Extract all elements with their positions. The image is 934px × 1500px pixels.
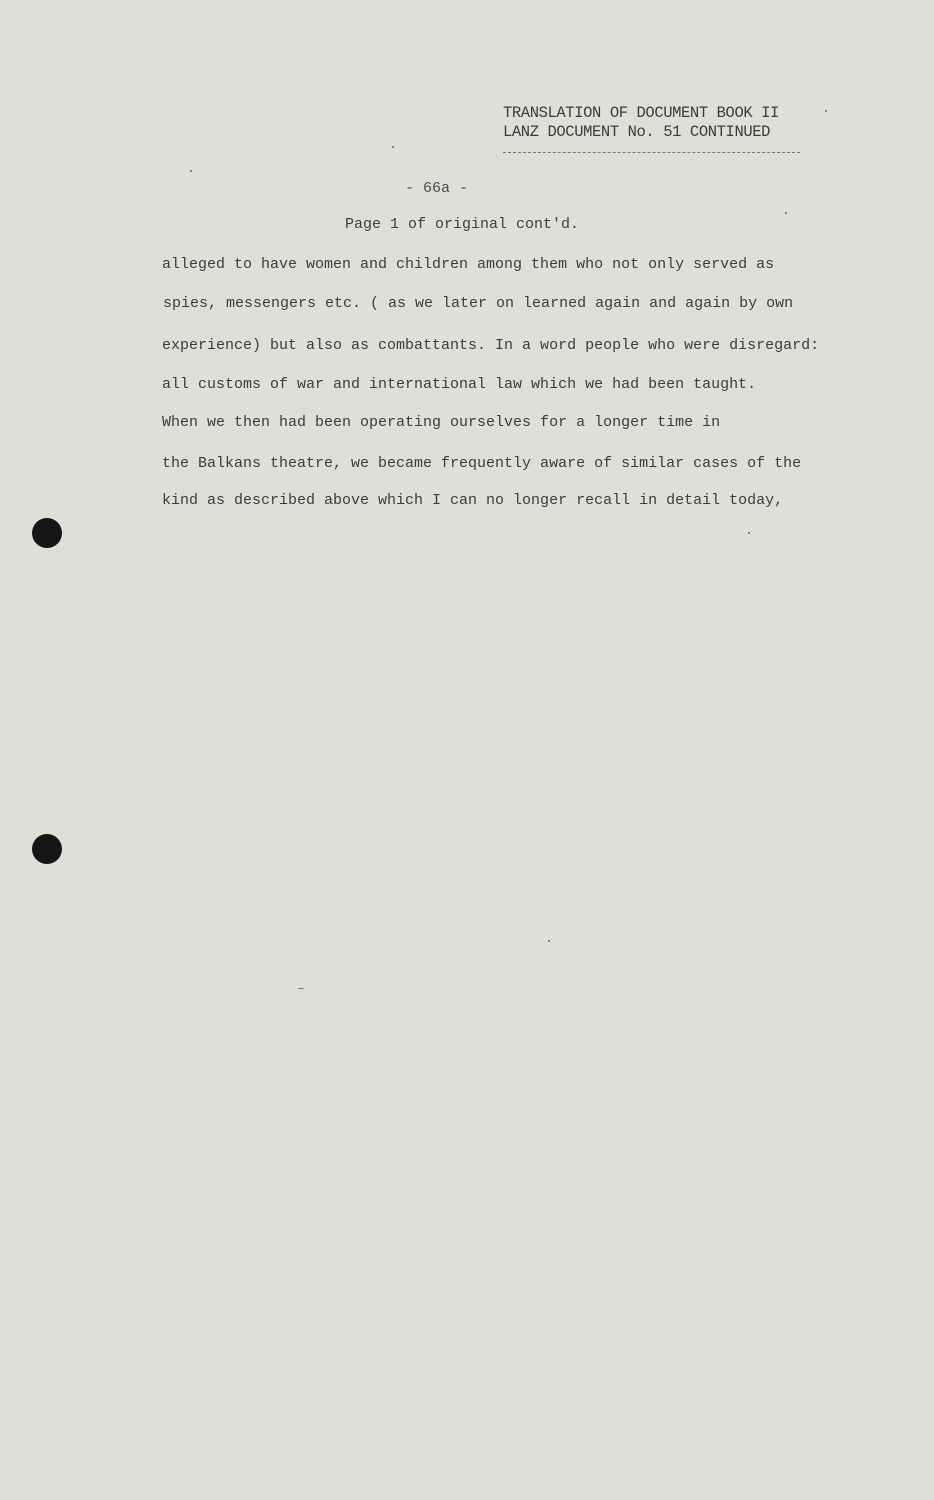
paper-speck	[298, 988, 304, 989]
body-text-line: spies, messengers etc. ( as we later on learned again and again by own	[163, 295, 794, 312]
header-title-line: TRANSLATION OF DOCUMENT BOOK II	[503, 104, 779, 122]
header-reference-line: LANZ DOCUMENT No. 51 CONTINUED	[503, 123, 771, 141]
punch-hole	[32, 834, 62, 864]
body-text-line: When we then had been operating ourselves for a longer time in	[162, 414, 721, 431]
header-underline	[503, 152, 800, 153]
body-text-line: all customs of war and international law which we had been taught.	[162, 376, 757, 393]
paper-speck	[785, 212, 787, 214]
body-text-line: kind as described above which I can no longer recall in detail today,	[162, 492, 784, 509]
body-text-line: alleged to have women and children among them who not only served as	[162, 256, 775, 273]
paper-speck	[392, 146, 394, 148]
page-number: - 66a -	[405, 180, 469, 197]
punch-hole	[32, 518, 62, 548]
paper-speck	[190, 170, 192, 172]
body-text-line: the Balkans theatre, we became frequently aware of similar cases of the	[162, 455, 802, 472]
page-subheading: Page 1 of original cont'd.	[345, 216, 580, 233]
document-header	[503, 104, 779, 142]
paper-speck	[548, 940, 550, 942]
paper-speck	[748, 532, 750, 534]
paper-speck	[825, 110, 827, 112]
body-text-line: experience) but also as combattants. In a word people who were disregard:	[162, 337, 820, 354]
